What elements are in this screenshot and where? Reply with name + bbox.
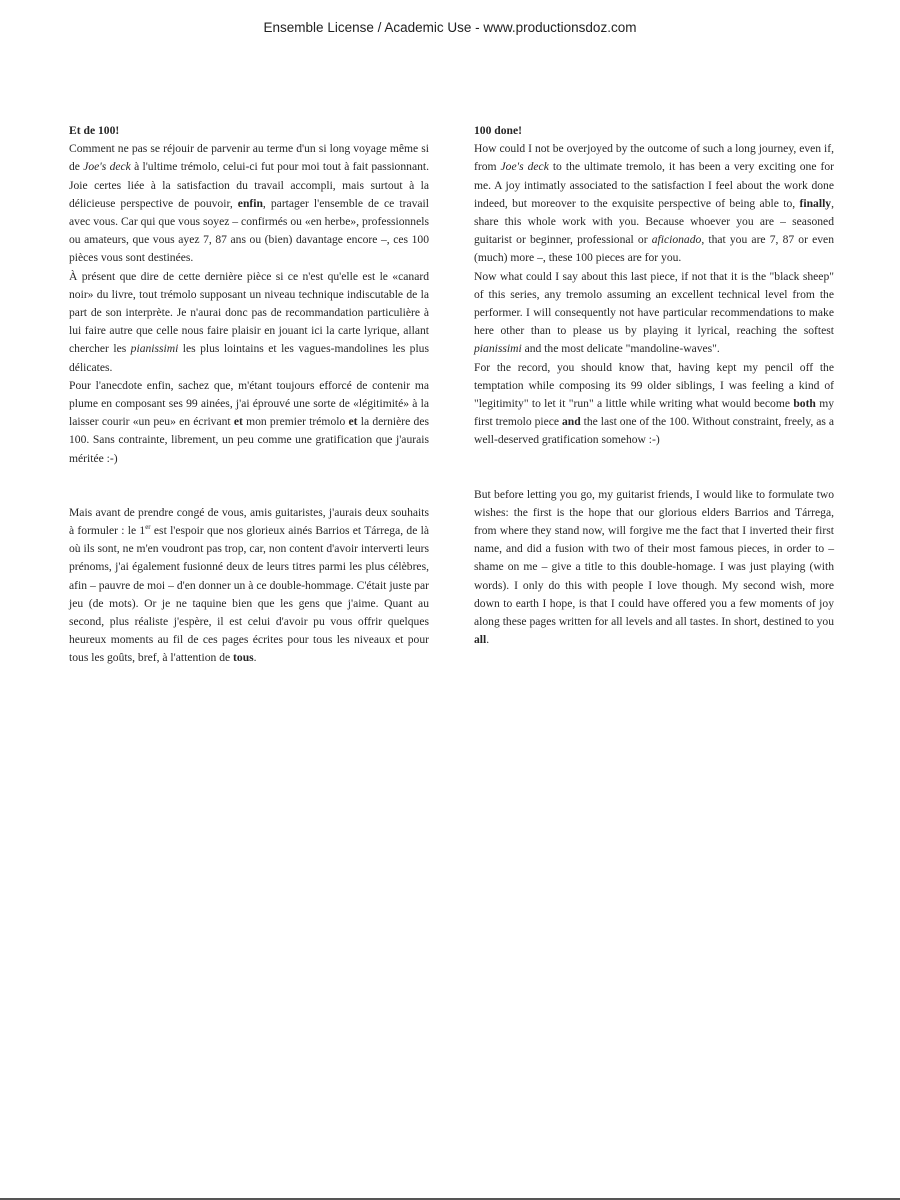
english-paragraph-2: Now what could I say about this last piece, if not that it is the "black sheep" of this series, any tremolo assuming an excellent technical level from the performer. I will consequently not have particular recommendations to make here other than to please us by playing it lyrical, reaching the softest pianissimi and the most delicate "mandoline-waves".: [474, 269, 834, 356]
english-column: [474, 122, 834, 649]
english-paragraph-3: For the record, you should know that, having kept my pencil off the temptation while composing its 99 older siblings, I was feeling a kind of "legitimity" to let it "run" a little while writing what would become both my first tremolo piece and the last one of the 100. Without constraint, freely, as a well-deserved gratification somehow :-): [474, 360, 835, 447]
french-column: [69, 122, 429, 668]
french-paragraph-3: Pour l'anecdote enfin, sachez que, m'étant toujours efforcé de contenir ma plume en composant ses 99 ainées, j'ai éprouvé une sorte de «légitimité» à la laisser courir «un peu» en écrivant et mon premier trémolo et la dernière des 100. Sans contrainte, librement, un peu comme une gratification que j'aurais méritée :-): [69, 378, 429, 465]
english-title: 100 done!: [474, 124, 522, 137]
french-paragraph-4: Mais avant de prendre congé de vous, amis guitaristes, j'aurais deux souhaits à formuler : le 1er est l'espoir que nos glorieux ainés Barrios et Tárrega, de là où ils sont, ne m'en voudront pas trop, car, non content d'avoir interverti leurs prénoms, j'ai également fusionné deux de leurs titres parmi les plus célèbres, afin – pauvre de moi – d'en donner un à ce double-hommage. C'était juste par jeu (de mots). Or je ne taquine bien que les gens que j'aime. Quant au second, plus réaliste j'espère, il est celui d'avoir pu vous offrir quelques heureux moments au fil de ces pages écrites pour tous les niveaux et pour tous les goûts, bref, à l'attention de tous.: [69, 505, 429, 665]
english-paragraph-1: How could I not be overjoyed by the outcome of such a long journey, even if, from Joe's deck to the ultimate tremolo, it has been a very exciting one for me. A joy intimatly associated to the satisfaction I feel about the work done indeed, but moreover to the exquisite perspective of being able to, finally, share this whole work with you. Because whoever you are – seasoned guitarist or beginner, professional or aficionado, that you are 7, 87 or even (much) more –, these 100 pieces are for you.: [474, 142, 835, 265]
french-paragraph-1: Comment ne pas se réjouir de parvenir au terme d'un si long voyage même si de Joe's deck à l'ultime trémolo, celui-ci fut pour moi tout à fait passionnant. Joie certes liée à la satisfaction du travail accompli, mais surtout à la délicieuse perspective de pouvoir, enfin, partager l'ensemble de ce travail avec vous. Car qui que vous soyez – confirmés ou «en herbe», professionnels ou amateurs, que vous ayez 7, 87 ans ou (bien) davantage encore –, ces 100 pièces vous sont destinées.: [69, 142, 430, 265]
english-paragraph-4: But before letting you go, my guitarist friends, I would like to formulate two wishes: the first is the hope that our glorious elders Barrios and Tárrega, from where they stand now, will forgive me the fact that I inverted their first name, and did a fusion with two of their most famous pieces, in order to – shame on me – give a title to this double-homage. I was just playing (with words). I only do this with people I love though. My second wish, more down to earth I hope, is that I could have offered you a few moments of joy along these pages written for all levels and all tastes. In short, destined to you all.: [474, 487, 834, 647]
french-paragraph-2: À présent que dire de cette dernière pièce si ce n'est qu'elle est le «canard noir» du livre, tout trémolo supposant un niveau technique indiscutable de la part de son interprète. Je n'aurai donc pas de recommandation particulière à lui faire autre que celle nous faire plaisir en jouant ici la carte lyrique, allant chercher les pianissimi les plus lointains et les vagues-mandolines les plus délicates.: [69, 269, 429, 374]
license-header: Ensemble License / Academic Use - www.productionsdoz.com: [263, 20, 637, 35]
french-title: Et de 100!: [69, 124, 120, 137]
